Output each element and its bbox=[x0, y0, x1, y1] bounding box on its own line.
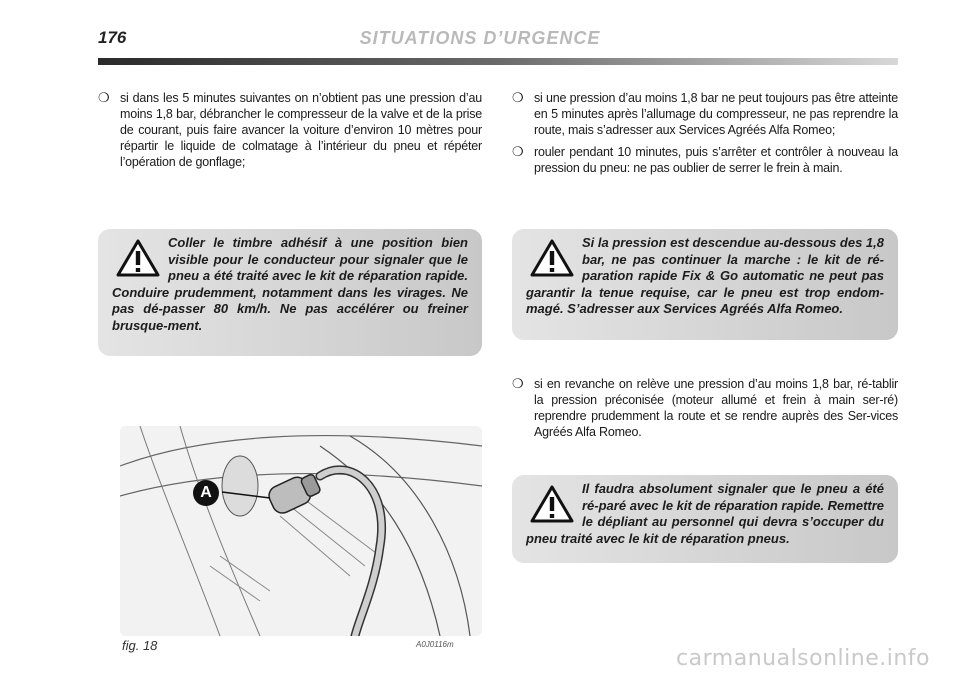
bullet-circle-icon: ❍ bbox=[512, 144, 524, 159]
figure-tyre-valve bbox=[120, 426, 482, 636]
bullet-text: si en revanche on relève une pression d’au moins 1,8 bar, ré-tablir la pression préconisée (moteur allumé et frein à main ser-ré) reprendre prudemment la route et se rendre auprès des Ser-vices Agréés Alfa Romeo. bbox=[534, 377, 898, 439]
warning-box-right-1 bbox=[512, 229, 898, 340]
bullet-text: rouler pendant 10 minutes, puis s’arrêter et contrôler à nouveau la pression du pneu: ne pas oublier de serrer le frein à main. bbox=[534, 145, 898, 175]
warning-box-right-2 bbox=[512, 475, 898, 563]
right-column-top bbox=[512, 90, 898, 182]
right-bullet-1 bbox=[512, 90, 898, 138]
callout-a-marker: A bbox=[193, 480, 219, 506]
warning-text: Si la pression est descendue au-dessous des 1,8 bar, ne pas continuer la marche : le kit de ré-paration rapide Fix & Go automatic ne peut pas garantir la tenue requise, car le pneu est trop endom-magé. S’adresser aux Services Agréés Alfa Romeo. bbox=[526, 235, 885, 316]
warning-text: Il faudra absolument signaler que le pneu a été ré-paré avec le kit de réparation rapide. Remettre le dépliant au personnel qui devra s’occuper du pneu traité avec le kit de réparation pneus. bbox=[526, 481, 885, 546]
warning-triangle-icon bbox=[530, 485, 574, 523]
warning-triangle-icon bbox=[530, 239, 574, 277]
warning-triangle-icon bbox=[116, 239, 160, 277]
bullet-circle-icon: ❍ bbox=[98, 90, 110, 105]
left-column bbox=[98, 90, 482, 176]
bullet-circle-icon: ❍ bbox=[512, 376, 524, 391]
bullet-circle-icon: ❍ bbox=[512, 90, 524, 105]
right-bullet-3 bbox=[512, 376, 898, 440]
watermark: carmanualsonline.info bbox=[676, 646, 930, 671]
bullet-text: si une pression d’au moins 1,8 bar ne peut toujours pas être atteinte en 5 minutes après l’allumage du compresseur, ne pas reprendre la route, mais s’adresser aux Services Agréés Alfa Romeo; bbox=[534, 91, 898, 137]
page-number: 176 bbox=[98, 28, 127, 47]
warning-box-left bbox=[98, 229, 482, 356]
left-bullet-1 bbox=[98, 90, 482, 170]
header-rule bbox=[98, 58, 898, 65]
figure-code: A0J0116m bbox=[416, 640, 454, 649]
tyre-valve-illustration bbox=[120, 426, 482, 636]
right-bullet-2 bbox=[512, 144, 898, 176]
warning-text: Coller le timbre adhésif à une position bien visible pour le conducteur pour signaler que le pneu a été traité avec le kit de réparation rapide. Conduire prudemment, notamment dans les virages. Ne pas dé-passer 80 km/h. Ne pas accélérer ou freiner brusque-ment. bbox=[112, 235, 468, 333]
section-title: SITUATIONS D’URGENCE bbox=[359, 28, 601, 48]
right-column-middle bbox=[512, 376, 898, 446]
figure-caption: fig. 18 bbox=[122, 638, 158, 653]
bullet-text: si dans les 5 minutes suivantes on n’obtient pas une pression d’au moins 1,8 bar, débrancher le compresseur de la valve et de la prise de courant, puis faire avancer la voiture d’environ 10 mètres pour répartir le liquide de colmatage à l’intérieur du pneu et répéter l’opération de gonflage; bbox=[120, 91, 482, 169]
